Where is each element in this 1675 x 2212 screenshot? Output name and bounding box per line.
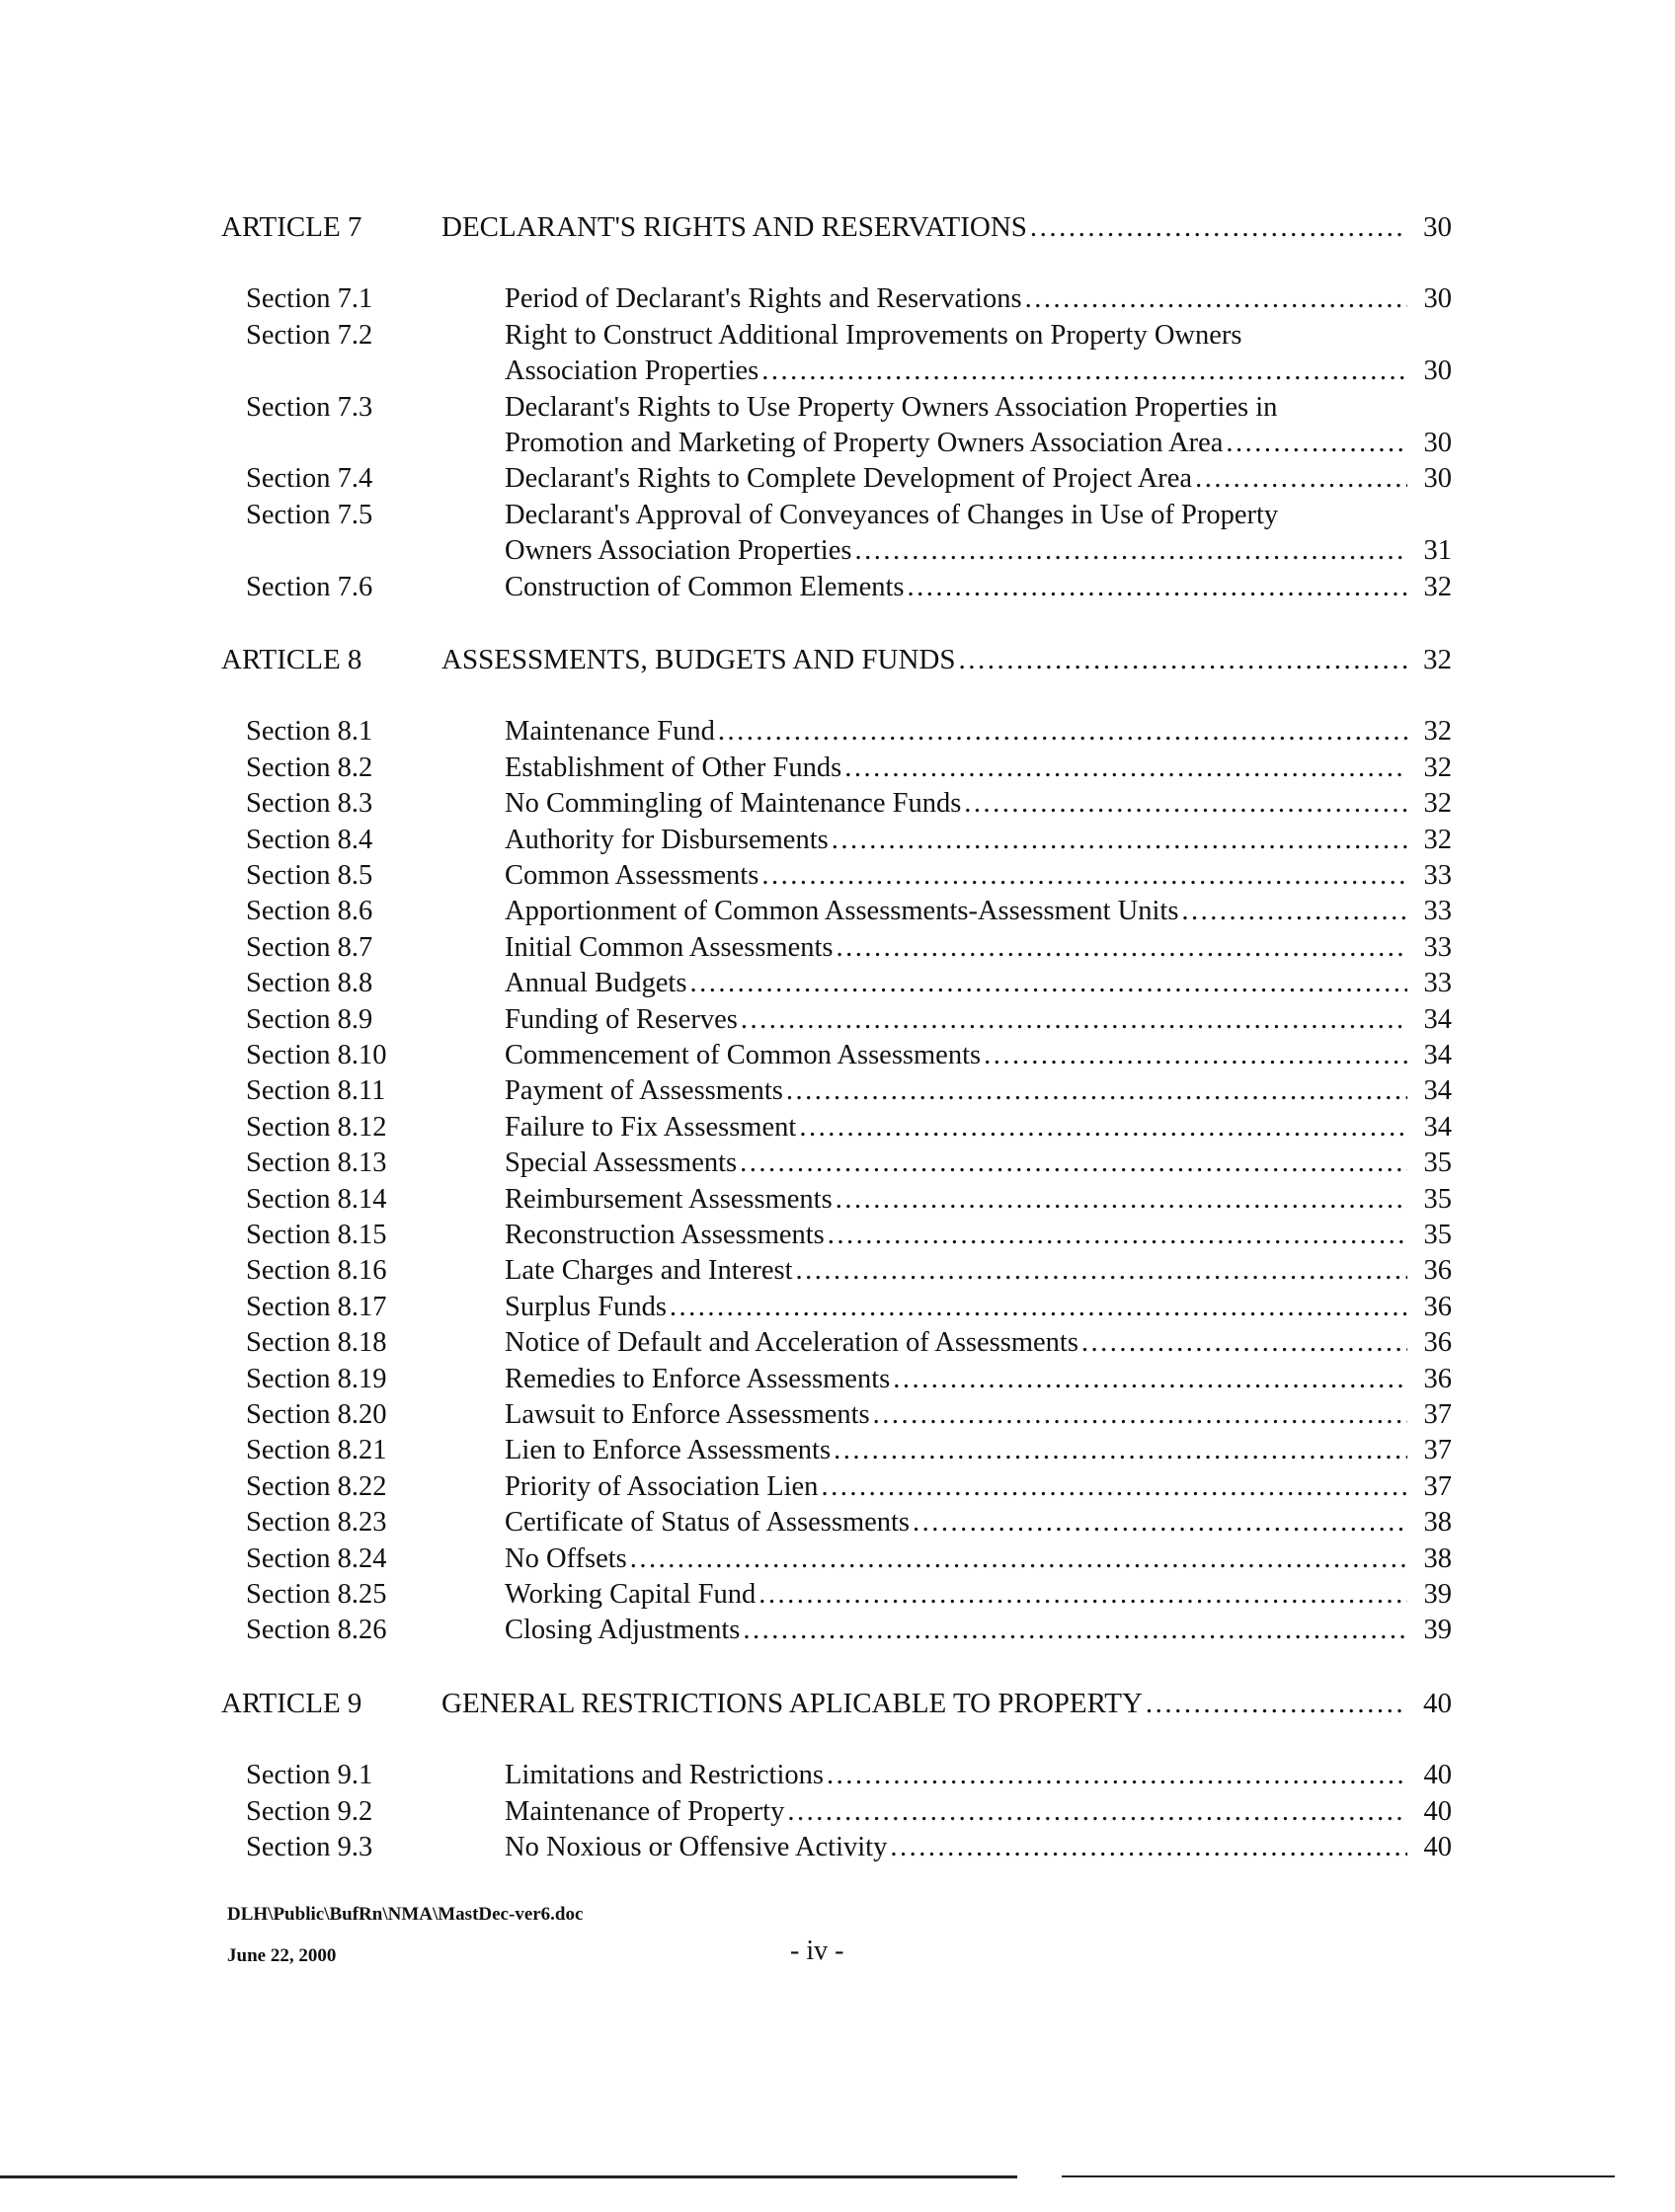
scan-artifact-line [0, 2175, 1017, 2178]
toc-section-row [0, 1038, 1675, 1073]
toc-entry-title-line [505, 1794, 1452, 1830]
toc-entry-title: GENERAL RESTRICTIONS APLICABLE TO PROPERTY [441, 1687, 1143, 1719]
toc-entry-title-line [505, 570, 1452, 605]
toc-entry-page: 39 [1423, 1579, 1452, 1610]
dot-leader [689, 966, 1407, 1001]
dot-leader [1226, 426, 1407, 461]
toc-entry-number: Section 8.1 [246, 716, 373, 748]
dot-leader [984, 1038, 1407, 1073]
toc-entry-title: Surplus Funds [505, 1291, 667, 1322]
toc-entry-number: Section 9.1 [246, 1760, 373, 1791]
toc-entry-number: Section 8.25 [246, 1579, 387, 1610]
toc-article-row [0, 642, 1675, 677]
scan-artifact-line [1062, 2175, 1615, 2177]
toc-entry-number: Section 7.6 [246, 571, 373, 602]
dot-leader [1030, 209, 1407, 245]
toc-entry-title-line [505, 786, 1452, 822]
dot-leader [1081, 1325, 1407, 1361]
toc-entry-title: Special Assessments [505, 1147, 738, 1179]
toc-entry-title: Initial Common Assessments [505, 931, 834, 963]
toc-section-row [0, 1613, 1675, 1648]
toc-entry-title-line [505, 894, 1452, 929]
dot-leader [796, 1253, 1408, 1289]
toc-entry-number: Section 7.1 [246, 283, 373, 315]
toc-section-row [0, 894, 1675, 929]
toc-entry-number: Section 8.15 [246, 1220, 387, 1250]
toc-entry-number: Section 8.5 [246, 860, 373, 891]
footer-file-path: DLH\Public\BufRn\NMA\MastDec-ver6.doc [227, 1904, 584, 1925]
toc-entry-number: Section 8.23 [246, 1507, 387, 1539]
dot-leader [844, 750, 1407, 786]
toc-entry-title-first-line: Right to Construct Additional Improvements on Property Owners [505, 319, 1242, 351]
toc-entry-title: Reimbursement Assessments [505, 1183, 833, 1215]
toc-entry-title-line [505, 1830, 1452, 1865]
dot-leader [1146, 1686, 1407, 1721]
toc-entry-title-line [505, 1758, 1452, 1793]
toc-section-row [0, 1362, 1675, 1397]
toc-entry-number: Section 9.2 [246, 1795, 373, 1827]
toc-section-row [0, 1182, 1675, 1218]
toc-entry-number: Section 9.3 [246, 1832, 373, 1862]
toc-section-row [0, 1830, 1675, 1865]
toc-entry-page: 37 [1423, 1435, 1452, 1466]
toc-entry-page: 34 [1423, 1111, 1452, 1143]
toc-entry-title-line [505, 1433, 1452, 1468]
dot-leader [834, 1433, 1407, 1468]
toc-entry-title-line [505, 750, 1452, 786]
toc-entry-title: Reconstruction Assessments [505, 1220, 825, 1250]
toc-entry-number: Section 8.14 [246, 1183, 387, 1215]
toc-entry-title: Working Capital Fund [505, 1579, 757, 1610]
toc-entry-page: 33 [1423, 968, 1452, 999]
toc-section-row [0, 823, 1675, 858]
toc-entry-title: Payment of Assessments [505, 1075, 783, 1107]
toc-section-row [0, 570, 1675, 605]
toc-section-row [0, 1110, 1675, 1146]
toc-section-row [0, 1469, 1675, 1505]
toc-section-row [0, 930, 1675, 966]
toc-entry-title-line [505, 823, 1452, 858]
toc-entry-page: 32 [1423, 571, 1452, 602]
footer-date: June 22, 2000 [227, 1945, 337, 1966]
dot-leader [854, 533, 1407, 569]
toc-entry-page: 36 [1423, 1363, 1452, 1394]
toc-entry-page: 39 [1423, 1615, 1452, 1646]
dot-leader [761, 354, 1407, 389]
toc-section-row [0, 966, 1675, 1001]
toc-entry-title-line [505, 1002, 1452, 1038]
dot-leader [670, 1290, 1407, 1325]
toc-entry-title-line [505, 858, 1452, 894]
toc-entry-title-line [505, 1182, 1452, 1218]
toc-entry-number: Section 8.12 [246, 1111, 387, 1143]
toc-entry-title: Limitations and Restrictions [505, 1760, 824, 1791]
toc-entry-title: Construction of Common Elements [505, 571, 905, 602]
toc-entry-title-line [505, 966, 1452, 1001]
toc-section-row [0, 1433, 1675, 1468]
toc-entry-number: Section 8.24 [246, 1542, 387, 1574]
toc-entry-number: ARTICLE 9 [221, 1687, 362, 1719]
toc-entry-page: 33 [1423, 931, 1452, 963]
toc-entry-title: Maintenance Fund [505, 716, 715, 748]
toc-entry-title-line [505, 354, 1452, 389]
toc-entry-title: Establishment of Other Funds [505, 751, 842, 783]
toc-entry-title-line [505, 533, 1452, 569]
toc-entry-title-line [505, 1325, 1452, 1361]
toc-entry-title: Lien to Enforce Assessments [505, 1435, 832, 1466]
toc-entry-page: 40 [1423, 1832, 1452, 1862]
toc-entry-page: 35 [1423, 1220, 1452, 1250]
toc-entry-title-line [505, 1290, 1452, 1325]
toc-entry-title-line [505, 1397, 1452, 1433]
toc-entry-title-line [505, 1146, 1452, 1181]
toc-entry-title: ASSESSMENTS, BUDGETS AND FUNDS [441, 644, 956, 675]
toc-entry-page: 36 [1423, 1327, 1452, 1359]
toc-entry-number: Section 8.8 [246, 968, 373, 999]
toc-entry-number: Section 8.18 [246, 1327, 387, 1359]
dot-leader [743, 1613, 1407, 1648]
toc-entry-title-line [505, 1469, 1452, 1505]
toc-entry-title-line [505, 1110, 1452, 1146]
toc-entry-page: 32 [1423, 788, 1452, 820]
toc-article-row [0, 209, 1675, 245]
dot-leader [913, 1505, 1407, 1540]
toc-section-row [0, 281, 1675, 317]
dot-leader [787, 1794, 1407, 1830]
toc-entry-page: 35 [1423, 1147, 1452, 1179]
toc-section-row [0, 390, 1675, 462]
footer-page-number: - iv - [790, 1936, 844, 1966]
toc-entry-title-line [441, 209, 1452, 245]
toc-entry-title-line [505, 1362, 1452, 1397]
dot-leader [786, 1073, 1407, 1109]
toc-entry-title-line [505, 714, 1452, 750]
toc-entry-title-line [505, 1541, 1452, 1577]
toc-entry-number: Section 8.10 [246, 1040, 387, 1070]
toc-entry-title: Funding of Reserves [505, 1003, 738, 1035]
toc-section-row [0, 1325, 1675, 1361]
toc-entry-title-line [505, 1505, 1452, 1540]
toc-entry-number: Section 8.2 [246, 751, 373, 783]
toc-entry-title: Remedies to Enforce Assessments [505, 1363, 891, 1394]
toc-entry-page: 37 [1423, 1470, 1452, 1502]
toc-entry-page: 38 [1423, 1507, 1452, 1539]
toc-entry-title: DECLARANT'S RIGHTS AND RESERVATIONS [441, 211, 1027, 243]
toc-entry-number: Section 8.9 [246, 1003, 373, 1035]
toc-entry-page: 34 [1423, 1003, 1452, 1035]
toc-entry-title: Period of Declarant's Rights and Reservations [505, 283, 1022, 315]
toc-entry-title: Late Charges and Interest [505, 1255, 793, 1287]
toc-entry-number: Section 8.22 [246, 1470, 387, 1502]
toc-entry-number: Section 8.21 [246, 1435, 387, 1466]
toc-section-row [0, 714, 1675, 750]
toc-entry-title-line [505, 1577, 1452, 1613]
toc-entry-page: 36 [1423, 1255, 1452, 1287]
dot-leader [740, 1146, 1407, 1181]
toc-section-row [0, 1073, 1675, 1109]
dot-leader [832, 823, 1407, 858]
dot-leader [1181, 894, 1407, 929]
toc-entry-title-line [505, 281, 1452, 317]
toc-section-row [0, 1541, 1675, 1577]
toc-entry-number: Section 8.7 [246, 931, 373, 963]
toc-entry-title: Annual Budgets [505, 968, 687, 999]
toc-entry-number: Section 7.2 [246, 319, 373, 351]
toc-entry-number: Section 8.20 [246, 1399, 387, 1430]
toc-entry-title: Priority of Association Lien [505, 1470, 819, 1502]
toc-section-row [0, 750, 1675, 786]
toc-entry-title: Maintenance of Property [505, 1795, 785, 1827]
toc-entry-page: 32 [1423, 751, 1452, 783]
toc-entry-title-line [505, 930, 1452, 966]
toc-entry-title-line [505, 1253, 1452, 1289]
toc-entry-title-line [441, 1686, 1452, 1721]
toc-section-row [0, 1577, 1675, 1613]
toc-entry-page: 33 [1423, 896, 1452, 927]
dot-leader [837, 930, 1407, 966]
toc-entry-number: Section 8.4 [246, 824, 373, 855]
toc-entry-page: 30 [1423, 463, 1452, 495]
dot-leader [761, 858, 1407, 894]
toc-entry-number: Section 8.17 [246, 1291, 387, 1322]
toc-entry-title: Closing Adjustments [505, 1615, 741, 1646]
toc-entry-title-line [505, 1218, 1452, 1253]
toc-section-row [0, 318, 1675, 390]
toc-entry-title: Common Assessments [505, 860, 759, 891]
toc-entry-number: Section 7.4 [246, 463, 373, 495]
toc-entry-title: Commencement of Common Assessments [505, 1040, 982, 1070]
toc-entry-page: 36 [1423, 1291, 1452, 1322]
toc-section-row [0, 1505, 1675, 1540]
toc-section-row [0, 1794, 1675, 1830]
toc-section-row [0, 1758, 1675, 1793]
dot-leader [821, 1469, 1407, 1505]
toc-entry-page: 30 [1423, 356, 1452, 387]
toc-entry-page: 40 [1423, 1760, 1452, 1791]
dot-leader [758, 1577, 1407, 1613]
toc-entry-title: No Noxious or Offensive Activity [505, 1832, 888, 1862]
toc-entry-title-line [505, 1613, 1452, 1648]
toc-entry-title: No Commingling of Maintenance Funds [505, 788, 962, 820]
toc-entry-number: ARTICLE 8 [221, 644, 362, 675]
toc-entry-page: 33 [1423, 860, 1452, 891]
toc-entry-title: Certificate of Status of Assessments [505, 1507, 911, 1539]
toc-section-row [0, 1290, 1675, 1325]
dot-leader [828, 1218, 1407, 1253]
toc-entry-title-line [441, 642, 1452, 677]
dot-leader [630, 1541, 1407, 1577]
dot-leader [908, 570, 1407, 605]
toc-entry-number: Section 8.11 [246, 1075, 386, 1107]
toc-section-row [0, 786, 1675, 822]
toc-entry-title: Owners Association Properties [505, 535, 852, 567]
toc-section-row [0, 1253, 1675, 1289]
toc-entry-title-line [505, 1073, 1452, 1109]
dot-leader [1025, 281, 1407, 317]
dot-leader [741, 1002, 1407, 1038]
toc-entry-title: Failure to Fix Assessment [505, 1111, 797, 1143]
toc-entry-number: Section 8.26 [246, 1615, 387, 1646]
toc-entry-number: Section 8.13 [246, 1147, 387, 1179]
toc-entry-number: Section 8.16 [246, 1255, 387, 1287]
toc-section-row [0, 1218, 1675, 1253]
toc-entry-page: 30 [1423, 427, 1452, 458]
toc-entry-title: Association Properties [505, 356, 759, 387]
toc-entry-page: 34 [1423, 1075, 1452, 1107]
toc-entry-title-line [505, 1038, 1452, 1073]
dot-leader [827, 1758, 1407, 1793]
toc-section-row [0, 1002, 1675, 1038]
toc-entry-page: 35 [1423, 1183, 1452, 1215]
toc-entry-page: 30 [1423, 283, 1452, 315]
toc-entry-number: Section 7.5 [246, 499, 373, 530]
toc-section-row [0, 1146, 1675, 1181]
toc-section-row [0, 461, 1675, 497]
toc-section-row [0, 858, 1675, 894]
dot-leader [890, 1830, 1407, 1865]
toc-entry-number: Section 7.3 [246, 391, 373, 423]
toc-entry-title: Apportionment of Common Assessments-Assessment Units [505, 896, 1179, 927]
dot-leader [1195, 461, 1407, 497]
toc-article-row [0, 1686, 1675, 1721]
toc-entry-page: 38 [1423, 1542, 1452, 1574]
dot-leader [799, 1110, 1407, 1146]
toc-entry-page: 37 [1423, 1399, 1452, 1430]
toc-entry-page: 32 [1423, 716, 1452, 748]
toc-section-row [0, 1397, 1675, 1433]
toc-entry-title: Declarant's Rights to Complete Development of Project Area [505, 463, 1193, 495]
toc-entry-page: 40 [1423, 1687, 1452, 1719]
toc-section-row [0, 498, 1675, 570]
toc-entry-title: Lawsuit to Enforce Assessments [505, 1399, 870, 1430]
dot-leader [718, 714, 1407, 750]
toc-entry-title: Authority for Disbursements [505, 824, 829, 855]
toc-entry-title: Promotion and Marketing of Property Owners Association Area [505, 427, 1224, 458]
dot-leader [873, 1397, 1407, 1433]
toc-entry-title-first-line: Declarant's Approval of Conveyances of Changes in Use of Property [505, 499, 1279, 530]
dot-leader [959, 642, 1408, 677]
toc-entry-title: Notice of Default and Acceleration of Assessments [505, 1327, 1078, 1359]
toc-entry-number: Section 8.6 [246, 896, 373, 927]
toc-entry-page: 32 [1423, 824, 1452, 855]
dot-leader [964, 786, 1407, 822]
toc-entry-title-line [505, 461, 1452, 497]
toc-entry-page: 34 [1423, 1040, 1452, 1070]
toc-entry-page: 40 [1423, 1795, 1452, 1827]
toc-entry-page: 31 [1423, 535, 1452, 567]
toc-entry-page: 32 [1423, 644, 1452, 675]
toc-entry-number: Section 8.3 [246, 788, 373, 820]
toc-entry-title-line [505, 426, 1452, 461]
dot-leader [893, 1362, 1407, 1397]
toc-entry-title: No Offsets [505, 1542, 627, 1574]
dot-leader [836, 1182, 1407, 1218]
toc-entry-number: Section 8.19 [246, 1363, 387, 1394]
toc-entry-page: 30 [1423, 211, 1452, 243]
toc-entry-number: ARTICLE 7 [221, 211, 362, 243]
toc-entry-title-first-line: Declarant's Rights to Use Property Owners Association Properties in [505, 391, 1278, 423]
